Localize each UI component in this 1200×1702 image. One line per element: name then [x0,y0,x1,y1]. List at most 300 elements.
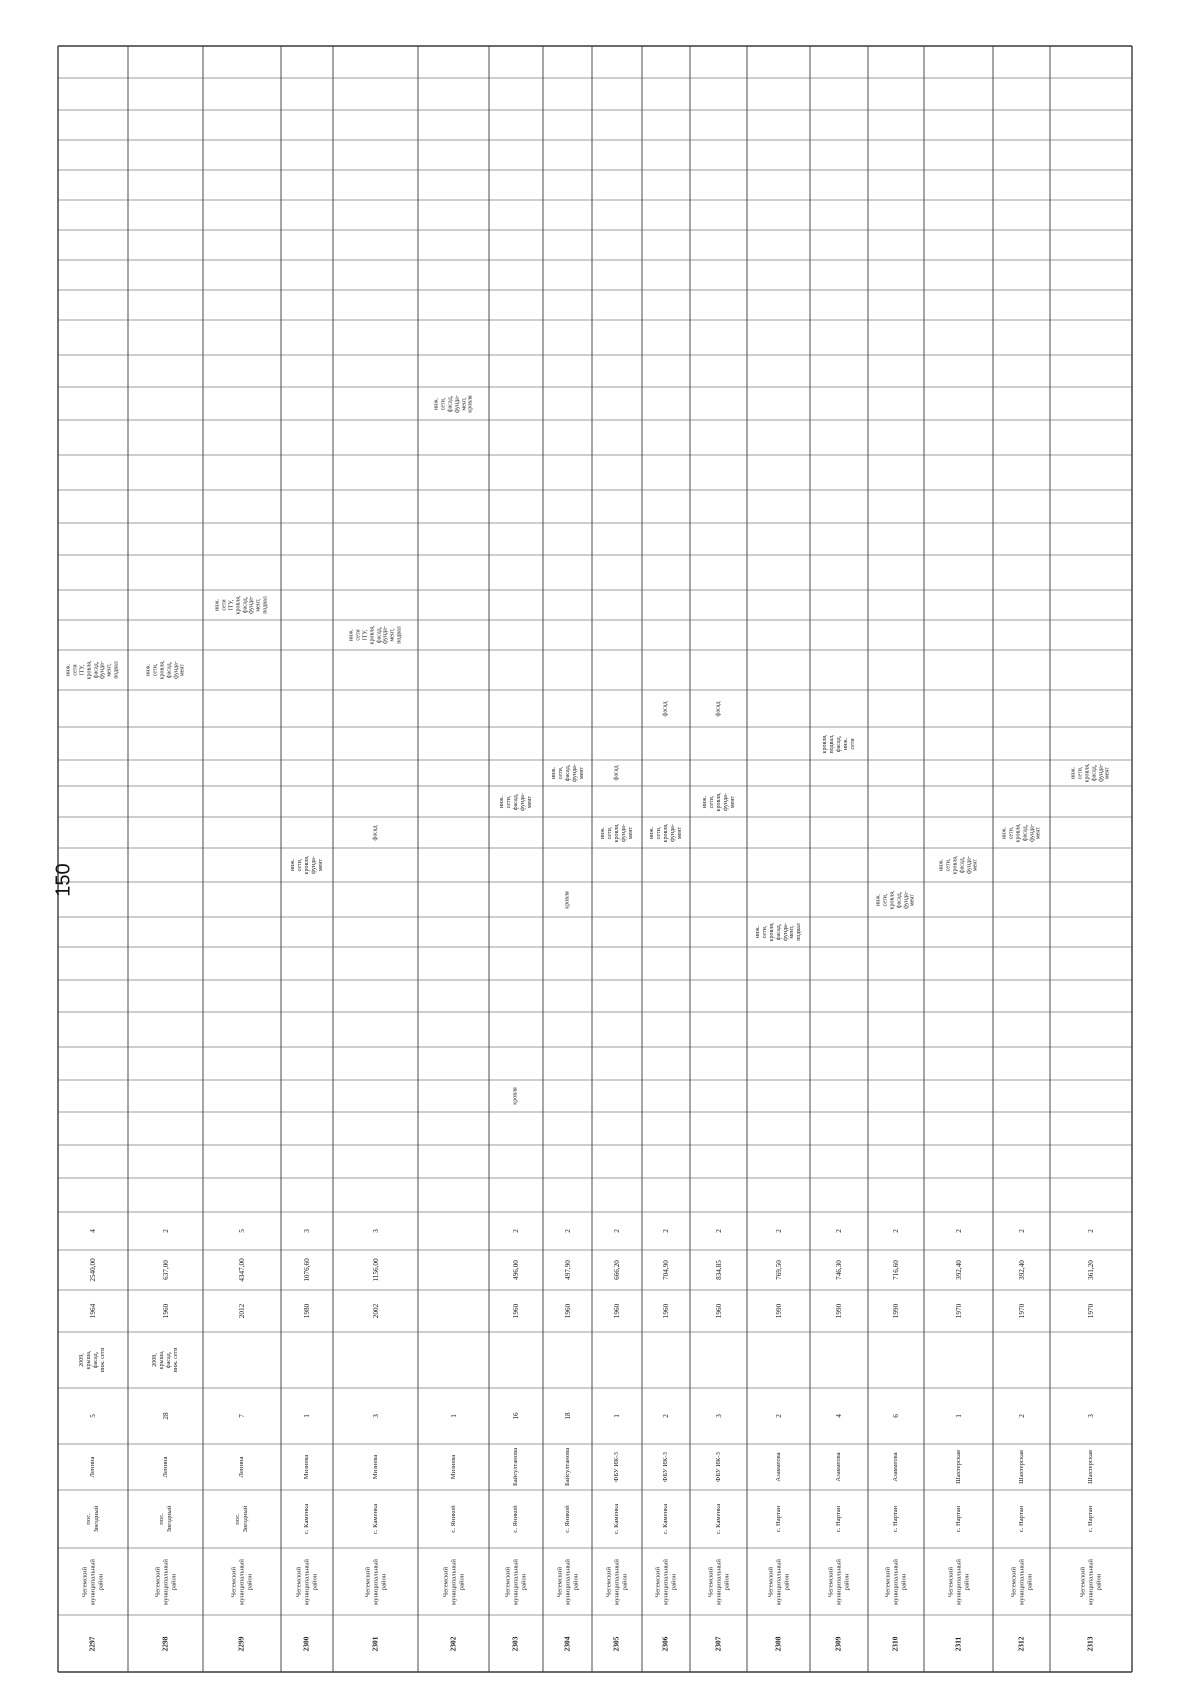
cell-work-type [592,760,642,786]
page-number-text: 150 [52,863,75,897]
cell-year-text: 1960 [714,1303,723,1319]
cell-floors [868,1212,924,1250]
cell-num [333,1615,418,1672]
cell-house-text: 18 [563,1412,572,1420]
cell-street [333,1444,418,1490]
cell-settlement [810,1490,868,1548]
cell-num [203,1615,281,1672]
cell-street [418,1444,489,1490]
cell-year [281,1290,333,1332]
cell-num-text: 2306 [660,1636,670,1651]
cell-year [592,1290,642,1332]
cell-district-text: Чегемский муниципальный район [946,1558,970,1605]
cell-area-text: 1076,60 [302,1258,311,1282]
cell-floors-text: 2 [774,1229,783,1233]
cell-work-type-text: инж. сети, кровля, фунда- мент [289,855,324,875]
cell-street-text: Азаматова [835,1452,843,1482]
cell-floors [281,1212,333,1250]
cell-district [993,1548,1050,1615]
cell-district [58,1548,128,1615]
cell-work-type-text: инж. сети, кровля, фунда- мент [599,823,634,842]
cell-num [747,1615,810,1672]
cell-area-text: 834,85 [714,1260,723,1280]
cell-street-text: Азаматова [774,1452,782,1482]
cell-area [690,1250,747,1290]
cell-floors-text: 2 [954,1229,963,1233]
cell-year [1050,1290,1132,1332]
cell-area-text: 2540,00 [88,1258,97,1282]
cell-floors [747,1212,810,1250]
cell-work-type [128,650,203,690]
cell-work-type [868,882,924,917]
cell-street-text: Мизиева [449,1454,457,1480]
cell-street-text: Шахтерская [1017,1450,1025,1484]
cell-num-text: 2303 [510,1636,520,1651]
cell-street [543,1444,592,1490]
cell-work-type-text: инж. сети, кровля, фасад, фунда- мент [144,660,186,680]
cell-num-text: 2300 [301,1636,311,1651]
cell-street [281,1444,333,1490]
cell-floors-text: 2 [161,1229,170,1233]
cell-num [810,1615,868,1672]
cell-street [1050,1444,1132,1490]
cell-district [690,1548,747,1615]
cell-settlement [690,1490,747,1548]
cell-street-text: Шахтерская [1087,1450,1095,1484]
cell-work-type [333,817,418,848]
cell-num [993,1615,1050,1672]
cell-area-text: 392,40 [954,1260,963,1280]
cell-area-text: 769,50 [774,1260,783,1280]
cell-house-text: 1 [612,1414,621,1418]
cell-year-text: 1980 [302,1303,311,1319]
cell-num-text: 2310 [890,1636,900,1651]
cell-district-text: Чегемский муниципальный район [153,1558,177,1605]
cell-house-text: 5 [88,1414,97,1418]
cell-work-type [690,786,747,817]
cell-repair-history [58,1332,128,1388]
cell-num [1050,1615,1132,1672]
cell-district-text: Чегемский муниципальный район [230,1558,253,1605]
cell-floors-text: 2 [563,1229,572,1233]
cell-year-text: 1970 [1017,1303,1026,1319]
cell-district [868,1548,924,1615]
cell-district [128,1548,203,1615]
cell-house [993,1388,1050,1444]
cell-num [418,1615,489,1672]
cell-district [543,1548,592,1615]
cell-year-text: 1960 [563,1303,572,1319]
cell-district [281,1548,333,1615]
cell-num-text: 2313 [1085,1636,1095,1651]
cell-work-type [543,760,592,786]
cell-area-text: 496,00 [511,1260,520,1280]
cell-area-text: 716,60 [891,1260,900,1280]
cell-num-text: 2301 [370,1636,380,1651]
cell-year [924,1290,993,1332]
cell-floors-text: 4 [88,1229,97,1233]
cell-settlement [543,1490,592,1548]
cell-num [543,1615,592,1672]
cell-district-text: Чегемский муниципальный район [504,1558,527,1605]
cell-num-text: 2304 [562,1636,572,1651]
cell-district [592,1548,642,1615]
cell-settlement [58,1490,128,1548]
cell-street [592,1444,642,1490]
cell-num-text: 2307 [713,1636,723,1651]
cell-street-text: Мизиева [371,1454,379,1480]
cell-num-text: 2302 [448,1636,458,1651]
cell-street-text: ФБУ ИК-3 [613,1452,621,1482]
cell-year [993,1290,1050,1332]
cell-house-text: 3 [1086,1414,1095,1418]
cell-num-text: 2312 [1016,1636,1026,1651]
cell-year [868,1290,924,1332]
cell-house-text: 4 [834,1414,843,1418]
cell-house-text: 2 [661,1414,670,1418]
cell-work-type-text: кровля [564,890,571,909]
cell-street [747,1444,810,1490]
cell-house-text: 2 [774,1414,783,1418]
cell-street [58,1444,128,1490]
cell-district-text: Чегемский муниципальный район [884,1558,907,1605]
cell-floors [203,1212,281,1250]
cell-work-type-text: инж. сети, кровля, фасад, фунда- мент [875,890,916,909]
cell-repair-history-text: 2008, крыша, фасад, инж. сети [151,1347,179,1373]
cell-house-text: 1 [449,1414,458,1418]
cell-house-text: 2 [1017,1414,1026,1418]
cell-num-text: 2311 [953,1636,963,1651]
cell-house [543,1388,592,1444]
cell-district [924,1548,993,1615]
cell-district-text: Чегемский муниципальный район [555,1558,579,1605]
cell-work-type-text: кровля [512,1087,519,1105]
cell-settlement [868,1490,924,1548]
cell-street [924,1444,993,1490]
cell-floors [489,1212,543,1250]
cell-house [203,1388,281,1444]
cell-floors-text: 2 [834,1229,843,1233]
cell-settlement-text: с. Каменка [303,1503,311,1535]
cell-street [690,1444,747,1490]
cell-work-type [333,620,418,650]
cell-settlement-text: с. Каменка [662,1503,670,1535]
cell-work-type [58,650,128,690]
cell-floors [993,1212,1050,1250]
cell-settlement-text: с. Нартан [1087,1505,1095,1533]
cell-year [128,1290,203,1332]
cell-year [642,1290,690,1332]
cell-settlement-text: с. Яникой [449,1505,457,1533]
cell-district-text: Чегемский муниципальный район [441,1558,465,1605]
cell-district-text: Чегемский муниципальный район [766,1558,790,1605]
cell-area [810,1250,868,1290]
cell-settlement [993,1490,1050,1548]
cell-floors-text: 2 [612,1229,621,1233]
cell-year [489,1290,543,1332]
cell-house [642,1388,690,1444]
cell-house-text: 16 [511,1412,520,1420]
cell-settlement [489,1490,543,1548]
cell-settlement [281,1490,333,1548]
cell-settlement-text: с. Нартан [1017,1505,1025,1533]
cell-district [1050,1548,1132,1615]
cell-year-text: 2002 [371,1303,380,1319]
cell-num [868,1615,924,1672]
cell-street-text: Ленина [89,1456,97,1478]
cell-area-text: 497,90 [563,1260,572,1280]
cell-street-text: Байсултанова [563,1447,571,1487]
cell-settlement [203,1490,281,1548]
cell-work-type-text: инж. сети ITУ, кровля, фасад, фунда- мент, подвал [347,625,403,645]
cell-floors-text: 3 [302,1229,311,1233]
cell-work-type-text: инж. сети, кровля, фасад, фунда- мент [937,855,979,875]
cell-area-text: 637,00 [161,1260,170,1280]
cell-num [690,1615,747,1672]
cell-settlement [592,1490,642,1548]
cell-work-type-text: инж. сети, кровля, фасад, фунда- мент [1070,763,1111,783]
cell-area [1050,1250,1132,1290]
cell-work-type [993,817,1050,848]
cell-house-text: 3 [371,1414,380,1418]
cell-area-text: 392,40 [1017,1260,1026,1280]
cell-area [993,1250,1050,1290]
cell-num-text: 2309 [833,1636,843,1651]
cell-work-type [543,882,592,917]
cell-settlement-text: с. Нартан [892,1505,900,1533]
cell-district [642,1548,690,1615]
cell-street [868,1444,924,1490]
cell-work-type [489,786,543,817]
cell-settlement-text: с. Каменка [371,1503,379,1535]
cell-year [333,1290,418,1332]
cell-area-text: 704,90 [661,1260,670,1280]
cell-house-text: 1 [302,1414,311,1418]
cell-area [333,1250,418,1290]
cell-street [128,1444,203,1490]
cell-floors [333,1212,418,1250]
cell-house [868,1388,924,1444]
cell-area [58,1250,128,1290]
cell-area-text: 746,30 [834,1260,843,1280]
cell-district-text: Чегемский муниципальный район [1079,1558,1102,1605]
cell-year-text: 1960 [612,1303,621,1319]
cell-work-type [810,727,868,760]
cell-street-text: ФБУ ИК-3 [662,1452,670,1482]
cell-year-text: 1964 [88,1303,97,1319]
cell-settlement-text: пос. Звездный [234,1505,249,1533]
cell-work-type [924,848,993,882]
cell-settlement-text: пос. Звездный [85,1505,100,1533]
cell-num-text: 2298 [160,1636,170,1651]
cell-work-type [281,848,333,882]
cell-work-type-text: фасад [613,765,620,781]
cell-work-type-text: инж. сети, фасад, фунда- мент, кровля [432,394,474,413]
cell-year-text: 1990 [834,1303,843,1319]
cell-district [810,1548,868,1615]
cell-year [58,1290,128,1332]
cell-num [924,1615,993,1672]
cell-street [810,1444,868,1490]
cell-district-text: Чегемский муниципальный район [81,1558,104,1605]
cell-year [203,1290,281,1332]
cell-year [747,1290,810,1332]
cell-settlement-text: с. Нартан [835,1505,843,1533]
cell-num [281,1615,333,1672]
cell-year [543,1290,592,1332]
cell-house [418,1388,489,1444]
cell-district [489,1548,543,1615]
cell-floors-text: 2 [714,1229,723,1233]
cell-area [642,1250,690,1290]
cell-area [924,1250,993,1290]
cell-floors [58,1212,128,1250]
cell-work-type [642,817,690,848]
page-number [44,850,84,910]
cell-house-text: 3 [714,1414,723,1418]
cell-work-type-text: фасад [662,700,669,717]
cell-house [747,1388,810,1444]
cell-work-type [690,690,747,727]
cell-area [592,1250,642,1290]
cell-floors-text: 2 [511,1229,520,1233]
cell-num [58,1615,128,1672]
cell-work-type-text: инж. сети ITУ, кровля, фасад, фунда- мент, подвал [65,660,120,680]
cell-district-text: Чегемский муниципальный район [827,1558,850,1605]
cell-house [592,1388,642,1444]
cell-area [128,1250,203,1290]
cell-year [810,1290,868,1332]
cell-year [690,1290,747,1332]
cell-settlement-text: пос. Звездный [157,1505,173,1533]
cell-district [747,1548,810,1615]
cell-street-text: Азаматова [892,1452,900,1482]
cell-num-text: 2297 [87,1636,97,1651]
cell-street-text: Ленина [238,1456,246,1478]
cell-work-type [592,817,642,848]
cell-floors-text: 5 [237,1229,246,1233]
cell-district-text: Чегемский муниципальный район [1009,1558,1033,1605]
cell-floors-text: 2 [661,1229,670,1233]
cell-work-type-text: инж. сети, кровля, фасад, фунда- мент, подвал [754,922,802,942]
cell-work-type-text: инж. сети, кровля, фасад, фунда- мент [1000,823,1042,842]
cell-num [128,1615,203,1672]
cell-work-type-text: инж. сети, фасад, фунда- мент [550,764,584,782]
cell-settlement [333,1490,418,1548]
cell-floors [690,1212,747,1250]
cell-area [281,1250,333,1290]
cell-year-text: 1960 [511,1303,520,1319]
cell-floors [128,1212,203,1250]
cell-work-type-text: фасад [715,700,722,717]
cell-num [592,1615,642,1672]
cell-area-text: 1156,00 [371,1258,380,1282]
cell-year-text: 1970 [954,1303,963,1319]
cell-area-text: 666,20 [612,1260,621,1280]
cell-year-text: 1960 [661,1303,670,1319]
cell-floors-text: 3 [371,1229,380,1233]
cell-street-text: ФБУ ИК-3 [714,1452,722,1482]
cell-house [128,1388,203,1444]
cell-year-text: 1970 [1086,1303,1095,1319]
cell-district-text: Чегемский муниципальный район [295,1558,318,1605]
cell-work-type-text: инж. сети, кровля, фунда- мент [648,823,683,842]
cell-floors-text: 2 [891,1229,900,1233]
cell-street [993,1444,1050,1490]
cell-num [489,1615,543,1672]
cell-area [203,1250,281,1290]
cell-settlement [418,1490,489,1548]
cell-num-text: 2305 [611,1636,621,1651]
cell-house [58,1388,128,1444]
cell-district-text: Чегемский муниципальный район [654,1558,677,1605]
cell-year-text: 2012 [237,1303,246,1319]
cell-area [489,1250,543,1290]
cell-settlement-text: с. Нартан [954,1505,962,1533]
cell-work-type [203,590,281,620]
cell-floors [1050,1212,1132,1250]
cell-year-text: 1990 [774,1303,783,1319]
cell-house [810,1388,868,1444]
cell-repair-history [128,1332,203,1388]
cell-floors [924,1212,993,1250]
cell-street [642,1444,690,1490]
cell-area [747,1250,810,1290]
cell-house-text: 6 [891,1414,900,1418]
cell-floors-text: 2 [1086,1229,1095,1233]
cell-house [489,1388,543,1444]
cell-settlement [924,1490,993,1548]
cell-year-text: 1990 [891,1303,900,1319]
cell-floors [592,1212,642,1250]
cell-num-text: 2299 [236,1636,246,1651]
cell-street-text: Ленина [161,1456,169,1478]
cell-work-type-text: инж. сети, кровля, фунда- мент [701,792,735,811]
cell-num [642,1615,690,1672]
cell-settlement-text: с. Нартан [774,1505,782,1533]
cell-num-text: 2308 [773,1636,783,1651]
cell-work-type [489,1080,543,1112]
cell-settlement-text: с. Каменка [613,1503,621,1535]
cell-work-type [747,917,810,947]
cell-floors [543,1212,592,1250]
cell-area-text: 4347,00 [237,1258,246,1282]
cell-work-type [1050,760,1132,786]
cell-settlement-text: с. Яникой [563,1505,571,1533]
cell-street-text: Шахтерская [954,1450,962,1484]
cell-district [418,1548,489,1615]
cell-house [924,1388,993,1444]
cell-floors [810,1212,868,1250]
cell-house [690,1388,747,1444]
cell-house-text: 28 [161,1412,170,1420]
cell-street [203,1444,281,1490]
cell-street-text: Байсултанова [512,1447,520,1487]
cell-area [868,1250,924,1290]
cell-settlement [747,1490,810,1548]
cell-year-text: 1960 [161,1303,170,1319]
cell-district-text: Чегемский муниципальный район [605,1558,628,1605]
cell-work-type [418,387,489,420]
cell-house-text: 1 [954,1414,963,1418]
cell-settlement [1050,1490,1132,1548]
cell-work-type [642,690,690,727]
cell-house [1050,1388,1132,1444]
cell-house [333,1388,418,1444]
cell-area-text: 361,20 [1086,1260,1095,1280]
cell-district-text: Чегемский муниципальный район [706,1558,730,1605]
cell-settlement [128,1490,203,1548]
